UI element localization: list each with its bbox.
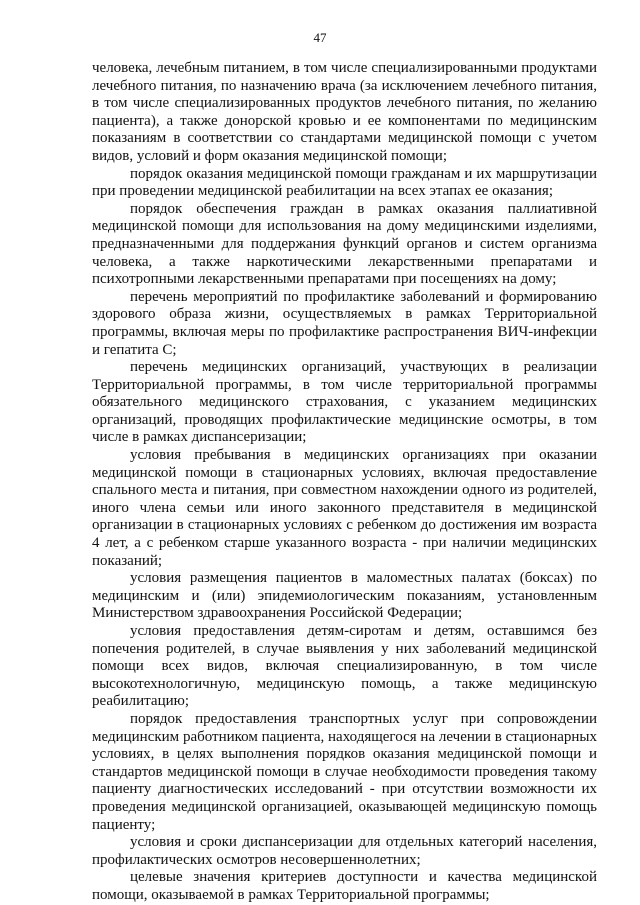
paragraph-target-values: целевые значения критериев доступности и качества медицинской помощи, оказываемой в рамках Территориальной программы; bbox=[92, 869, 597, 903]
paragraph-rehabilitation-order: порядок оказания медицинской помощи гражданам и их маршрутизации при проведении медицинской реабилитации на всех этапах ее оказания; bbox=[92, 165, 597, 200]
paragraph-stay-conditions: условия пребывания в медицинских организациях при оказании медицинской помощи в стационарных условиях, включая предоставление спального места и питания, при совместном нахождении одного из родителей, иного члена семьи или иного законного представителя в медицинской организации в стационарных условиях с ребенком до достижения им возраста 4 лет, а с ребенком старше указанного возраста - при наличии медицинских показаний; bbox=[92, 447, 597, 569]
paragraph-dispensarization: условия и сроки диспансеризации для отдельных категорий населения, профилактических осмотров несовершеннолетних; bbox=[92, 834, 597, 868]
document-body bbox=[92, 60, 597, 905]
paragraph-palliative-care: порядок обеспечения граждан в рамках оказания паллиативной медицинской помощи для использования на дому медицинскими изделиями, предназначенными для поддержания функций органов и систем организма человека, а также наркотическими лекарственными препаратами и психотропными лекарственными препаратами при посещениях на дому; bbox=[92, 200, 597, 288]
page-number: 47 bbox=[313, 30, 327, 45]
paragraph-orphans-care: условия предоставления детям-сиротам и детям, оставшимся без попечения родителей, в случае выявления у них заболеваний медицинской помощи всех видов, включая специализированную, в том числе высокотехнологичную, медицинскую помощь, а также медицинскую реабилитацию; bbox=[92, 623, 597, 710]
paragraph-medical-organizations: перечень медицинских организаций, участвующих в реализации Территориальной программы, в том числе территориальной программы обязательного медицинского страхования, с указанием медицинских организаций, проводящих профилактические медицинские осмотры, в том числе в рамках диспансеризации; bbox=[92, 359, 597, 446]
paragraph-continuation: человека, лечебным питанием, в том числе специализированными продуктами лечебного питания, по назначению врача (за исключением лечебного питания, в том числе специализированных продуктов лечебного питания, по желанию пациента), а также донорской кровью и ее компонентами по медицинским показаниям в соответствии со стандартами медицинской помощи с учетом видов, условий и форм оказания медицинской помощи; bbox=[92, 60, 597, 164]
paragraph-prevention-measures: перечень мероприятий по профилактике заболеваний и формированию здорового образа жизни, осуществляемых в рамках Территориальной программы, включая меры по профилактике распространения ВИЧ-инфекции и гепатита С; bbox=[92, 288, 597, 358]
paragraph-small-wards: условия размещения пациентов в маломестных палатах (боксах) по медицинским и (или) эпидемиологическим показаниям, установленным Министерством здравоохранения Российской Федерации; bbox=[92, 570, 597, 622]
paragraph-transport-services: порядок предоставления транспортных услуг при сопровождении медицинским работником пациента, находящегося на лечении в стационарных условиях, в целях выполнения порядков оказания медицинской помощи и стандартов медицинской помощи в случае необходимости проведения такому пациенту диагностических исследований - при отсутствии возможности их проведения медицинской организацией, оказывающей медицинскую помощь пациенту; bbox=[92, 710, 597, 833]
